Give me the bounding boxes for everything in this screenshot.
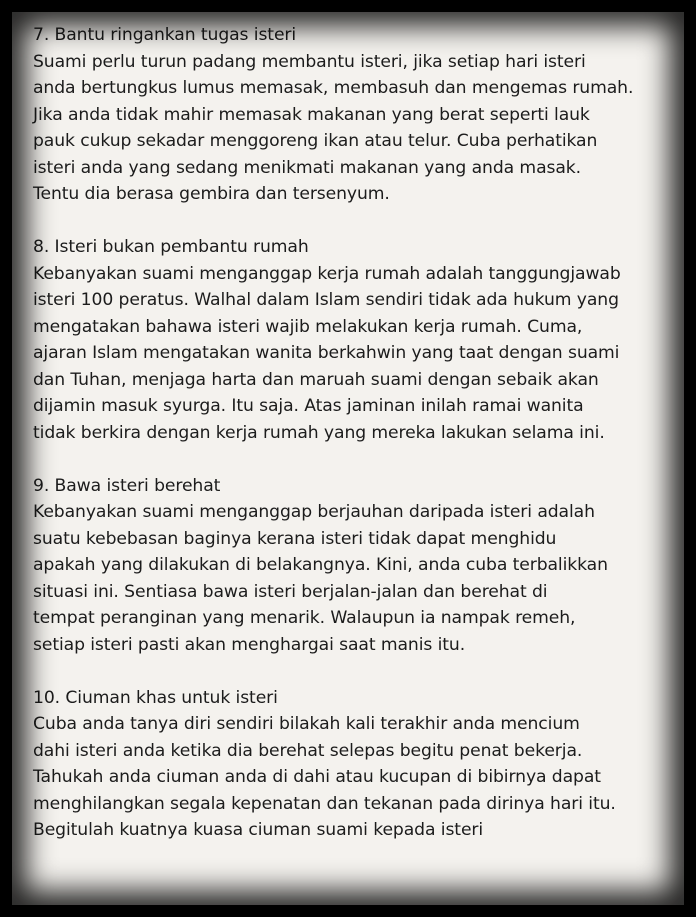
paragraph-line: dahi isteri anda ketika dia berehat selepas begitu penat bekerja.: [33, 740, 583, 761]
paragraph-line: Jika anda tidak mahir memasak makanan yang berat seperti lauk: [33, 104, 590, 125]
paragraph-line: Kebanyakan suami menganggap kerja rumah adalah tanggungjawab: [33, 263, 621, 284]
section-8: [33, 234, 673, 446]
section-7: [33, 22, 673, 208]
section-title: 9. Bawa isteri berehat: [33, 475, 221, 496]
section-title: 7. Bantu ringankan tugas isteri: [33, 25, 297, 45]
paragraph-line: isteri 100 peratus. Walhal dalam Islam sendiri tidak ada hukum yang: [33, 290, 619, 310]
paragraph-line: Tentu dia berasa gembira dan tersenyum.: [33, 184, 390, 204]
paragraph-line: Tahukah anda ciuman anda di dahi atau kucupan di bibirnya dapat: [33, 767, 601, 787]
paragraph-line: Suami perlu turun padang membantu isteri, jika setiap hari isteri: [33, 51, 586, 72]
paragraph-line: tidak berkira dengan kerja rumah yang mereka lakukan selama ini.: [33, 422, 605, 443]
paragraph-line: pauk cukup sekadar menggoreng ikan atau telur. Cuba perhatikan: [33, 131, 598, 151]
paragraph-line: Kebanyakan suami menganggap berjauhan daripada isteri adalah: [33, 502, 595, 522]
paragraph-line: apakah yang dilakukan di belakangnya. Kini, anda cuba terbalikkan: [33, 555, 608, 575]
paragraph-line: dijamin masuk syurga. Itu saja. Atas jaminan inilah ramai wanita: [33, 396, 584, 416]
paragraph-line: anda bertungkus lumus memasak, membasuh dan mengemas rumah.: [33, 78, 634, 98]
section-title: 10. Ciuman khas untuk isteri: [33, 687, 278, 708]
paragraph-line: Begitulah kuatnya kuasa ciuman suami kepada isteri: [33, 820, 484, 840]
section-title: 8. Isteri bukan pembantu rumah: [33, 237, 309, 257]
paragraph-line: mengatakan bahawa isteri wajib melakukan kerja rumah. Cuma,: [33, 316, 583, 337]
paragraph-line: situasi ini. Sentiasa bawa isteri berjalan-jalan dan berehat di: [33, 581, 548, 602]
paragraph-line: suatu kebebasan baginya kerana isteri tidak dapat menghidu: [33, 528, 557, 549]
paragraph-line: menghilangkan segala kepenatan dan tekanan pada dirinya hari itu.: [33, 793, 616, 814]
paragraph-line: dan Tuhan, menjaga harta dan maruah suami dengan sebaik akan: [33, 369, 599, 390]
paragraph-line: Cuba anda tanya diri sendiri bilakah kali terakhir anda mencium: [33, 714, 580, 734]
paragraph-line: ajaran Islam mengatakan wanita berkahwin yang taat dengan suami: [33, 343, 620, 363]
section-9: [33, 473, 673, 659]
section-10: [33, 685, 673, 844]
document-body: [33, 22, 673, 902]
paragraph-line: tempat peranginan yang menarik. Walaupun ia nampak remeh,: [33, 608, 576, 628]
paragraph-line: setiap isteri pasti akan menghargai saat manis itu.: [33, 634, 466, 655]
paragraph-line: isteri anda yang sedang menikmati makanan yang anda masak.: [33, 157, 582, 178]
